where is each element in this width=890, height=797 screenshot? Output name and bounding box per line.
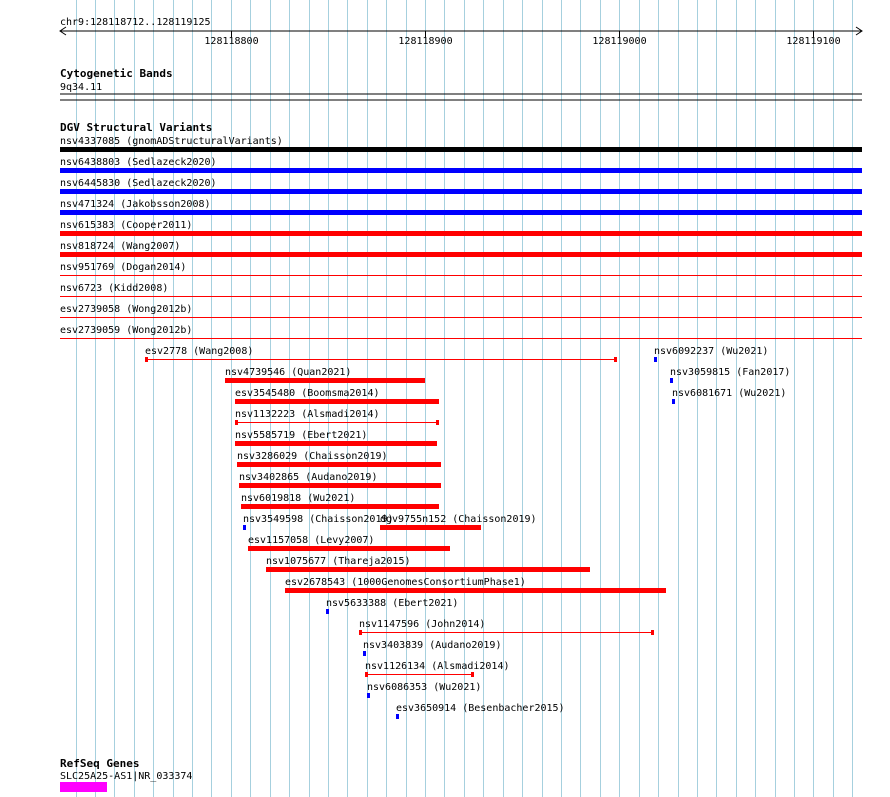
dgv-variant-start-block[interactable] <box>145 357 148 362</box>
dgv-variant-label: dgv9755n152 (Chaisson2019) <box>380 514 537 525</box>
dgv-variant-bar[interactable] <box>285 588 666 593</box>
dgv-variant-label: nsv3286029 (Chaisson2019) <box>237 451 388 462</box>
dgv-variant-bar[interactable] <box>60 252 862 257</box>
dgv-variant-label: esv3650914 (Besenbacher2015) <box>396 703 565 714</box>
dgv-variant-bar[interactable] <box>363 651 366 656</box>
dgv-variant-label: nsv471324 (Jakobsson2008) <box>60 199 211 210</box>
dgv-variant-line[interactable] <box>145 359 617 360</box>
refseq-track-title: RefSeq Genes <box>60 757 140 770</box>
dgv-variant-bar[interactable] <box>60 147 862 152</box>
dgv-variant-label: nsv1147596 (John2014) <box>359 619 486 630</box>
dgv-variant-label: nsv4739546 (Quan2021) <box>225 367 352 378</box>
dgv-variant-bar[interactable] <box>248 546 450 551</box>
dgv-variant-bar[interactable] <box>60 210 862 215</box>
dgv-variant-bar[interactable] <box>243 525 246 530</box>
dgv-variant-start-block[interactable] <box>235 420 238 425</box>
dgv-variant-label: nsv615383 (Cooper2011) <box>60 220 193 231</box>
dgv-variant-end-block[interactable] <box>471 672 474 677</box>
dgv-variant-bar[interactable] <box>60 168 862 173</box>
dgv-variant-bar[interactable] <box>266 567 590 572</box>
dgv-variant-label: nsv5633388 (Ebert2021) <box>326 598 459 609</box>
dgv-variant-bar[interactable] <box>60 275 862 276</box>
location-label: chr9:128118712..128119125 <box>60 17 211 28</box>
dgv-variant-bar[interactable] <box>672 399 675 404</box>
dgv-variant-bar[interactable] <box>237 462 441 467</box>
gene-label: SLC25A25-AS1|NR_033374 <box>60 771 193 782</box>
dgv-variant-bar[interactable] <box>326 609 329 614</box>
ruler-tick-label: 128119000 <box>592 36 647 47</box>
dgv-variant-label: nsv951769 (Dogan2014) <box>60 262 187 273</box>
cytoband-track[interactable] <box>60 67 862 100</box>
dgv-variant-line[interactable] <box>365 674 474 675</box>
dgv-variant-label: nsv6438803 (Sedlazeck2020) <box>60 157 217 168</box>
cytoband-label: 9q34.11 <box>60 82 103 93</box>
dgv-variant-label: nsv6723 (Kidd2008) <box>60 283 169 294</box>
dgv-variant-bar[interactable] <box>239 483 441 488</box>
gene-bar[interactable] <box>60 782 107 792</box>
dgv-track-title: DGV Structural Variants <box>60 121 213 134</box>
dgv-variant-bar[interactable] <box>235 399 439 404</box>
cytoband-track-title: Cytogenetic Bands <box>60 67 173 80</box>
dgv-variant-bar[interactable] <box>60 231 862 236</box>
dgv-variant-line[interactable] <box>359 632 654 633</box>
dgv-variant-bar[interactable] <box>60 338 862 339</box>
dgv-variant-bar[interactable] <box>235 441 437 446</box>
dgv-variant-end-block[interactable] <box>436 420 439 425</box>
dgv-variant-label: esv2739059 (Wong2012b) <box>60 325 193 336</box>
dgv-variant-label: esv1157058 (Levy2007) <box>248 535 375 546</box>
ruler-tick-label: 128119100 <box>786 36 841 47</box>
dgv-variant-label: nsv818724 (Wang2007) <box>60 241 181 252</box>
dgv-variant-label: nsv3402865 (Audano2019) <box>239 472 378 483</box>
dgv-variant-label: nsv6445830 (Sedlazeck2020) <box>60 178 217 189</box>
dgv-variant-label: nsv4337085 (gnomADStructuralVariants) <box>60 136 283 147</box>
dgv-variant-bar[interactable] <box>60 296 862 297</box>
refseq-genes-track[interactable] <box>60 757 192 792</box>
dgv-variant-label: nsv1075677 (Thareja2015) <box>266 556 411 567</box>
dgv-track[interactable] <box>60 121 862 719</box>
dgv-variant-end-block[interactable] <box>651 630 654 635</box>
dgv-variant-label: esv2678543 (1000GenomesConsortiumPhase1) <box>285 577 526 588</box>
dgv-variant-label: esv3545480 (Boomsma2014) <box>235 388 380 399</box>
dgv-variant-bar[interactable] <box>396 714 399 719</box>
dgv-variant-label: nsv6081671 (Wu2021) <box>672 388 787 399</box>
ruler-tick-label: 128118900 <box>398 36 453 47</box>
dgv-variant-label: nsv6086353 (Wu2021) <box>367 682 482 693</box>
dgv-variant-label: nsv1126134 (Alsmadi2014) <box>365 661 510 672</box>
ruler <box>60 17 862 47</box>
dgv-variant-line[interactable] <box>235 422 439 423</box>
dgv-variant-label: nsv3549598 (Chaisson2019) <box>243 514 394 525</box>
dgv-variant-label: nsv6092237 (Wu2021) <box>654 346 769 357</box>
dgv-variant-start-block[interactable] <box>359 630 362 635</box>
dgv-variant-label: nsv3059815 (Fan2017) <box>670 367 791 378</box>
dgv-variant-bar[interactable] <box>380 525 481 530</box>
dgv-variant-label: esv2739058 (Wong2012b) <box>60 304 193 315</box>
dgv-variant-end-block[interactable] <box>614 357 617 362</box>
dgv-variant-label: nsv3403839 (Audano2019) <box>363 640 502 651</box>
dgv-variant-label: nsv6019818 (Wu2021) <box>241 493 356 504</box>
dgv-variant-label: nsv5585719 (Ebert2021) <box>235 430 368 441</box>
dgv-variant-bar[interactable] <box>60 317 862 318</box>
dgv-variant-bar[interactable] <box>367 693 370 698</box>
dgv-variant-label: nsv1132223 (Alsmadi2014) <box>235 409 380 420</box>
dgv-variant-bar[interactable] <box>241 504 439 509</box>
dgv-variant-bar[interactable] <box>654 357 657 362</box>
dgv-variant-bar[interactable] <box>670 378 673 383</box>
dgv-variant-label: esv2778 (Wang2008) <box>145 346 254 357</box>
dgv-variant-bar[interactable] <box>225 378 425 383</box>
dgv-variant-start-block[interactable] <box>365 672 368 677</box>
ruler-tick-label: 128118800 <box>204 36 259 47</box>
dgv-variant-bar[interactable] <box>60 189 862 194</box>
